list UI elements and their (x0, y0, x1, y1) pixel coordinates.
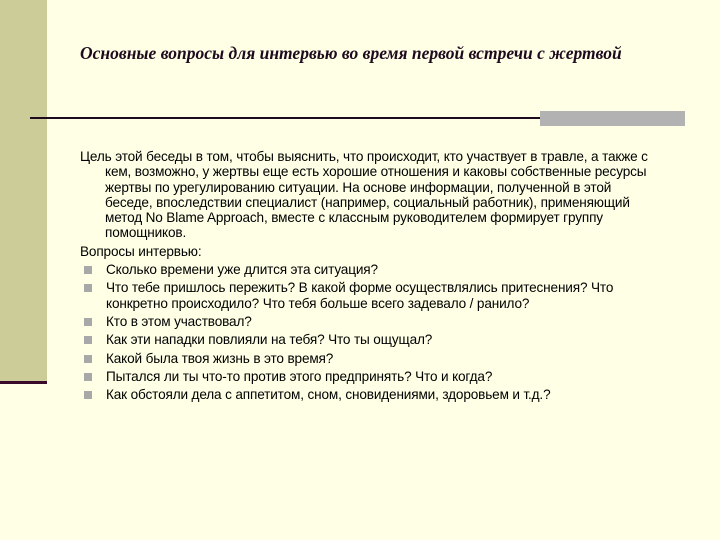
list-item (80, 332, 660, 347)
square-bullet-icon (84, 336, 92, 344)
slide-body (80, 149, 660, 402)
list-item (80, 369, 660, 384)
square-bullet-icon (84, 391, 92, 399)
square-bullet-icon (84, 373, 92, 381)
questions-heading: Вопросы интервью: (80, 243, 202, 259)
list-item (80, 280, 660, 311)
intro-paragraph: Цель этой беседы в том, чтобы выяснить, что происходит, кто участвует в травле, а также с кем, возможно, у жертвы еще есть хорошие отношения и каковы собственные ресурсы жертвы по урегулированию ситуации. На основе информации, полученной в этой беседе, впоследствии специалист (например, социальный работник), применяющий метод No Blame Approach, вместе с классным руководителем формирует группу помощников. (80, 149, 648, 241)
question-text: Как эти нападки повлияли на тебя? Что ты ощущал? (106, 332, 433, 348)
square-bullet-icon (84, 318, 92, 326)
list-item (80, 387, 660, 402)
question-text: Что тебе пришлось пережить? В какой форме осуществлялись притеснения? Что конкретно происходило? Что тебя больше всего задевало / ранило? (106, 280, 614, 311)
square-bullet-icon (84, 284, 92, 292)
sidebar-divider (0, 381, 47, 384)
slide-title: Основные вопросы для интервью во время первой встречи с жертвой (80, 43, 622, 63)
decorative-sidebar (0, 0, 47, 381)
questions-list (80, 262, 660, 402)
square-bullet-icon (84, 355, 92, 363)
list-item (80, 262, 660, 277)
question-text: Как обстояли дела с аппетитом, сном, сновидениями, здоровьем и т.д.? (106, 387, 551, 403)
question-text: Кто в этом участвовал? (106, 313, 252, 329)
question-text: Какой была твоя жизнь в это время? (106, 350, 334, 366)
list-item (80, 314, 660, 329)
divider-accent-block (540, 111, 685, 126)
square-bullet-icon (84, 266, 92, 274)
question-text: Сколько времени уже длится эта ситуация? (106, 262, 378, 278)
question-text: Пытался ли ты что-то против этого предпринять? Что и когда? (106, 368, 493, 384)
list-item (80, 351, 660, 366)
